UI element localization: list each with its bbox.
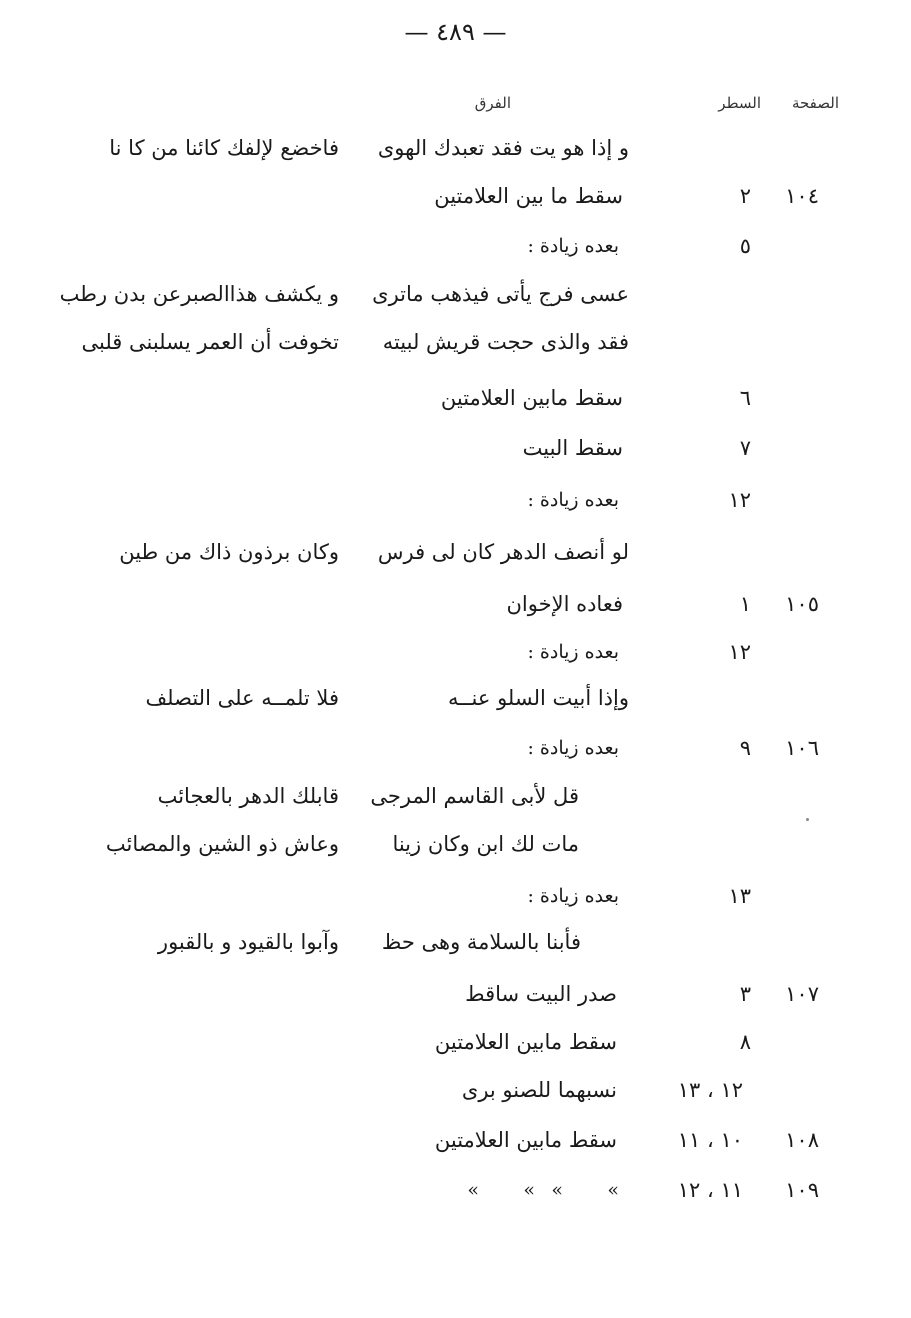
table-row bbox=[0, 378, 911, 418]
table-row bbox=[0, 632, 911, 672]
table-row bbox=[0, 776, 911, 816]
variant-note: نسبهما للصنو برى bbox=[461, 1078, 617, 1102]
table-row bbox=[0, 678, 911, 718]
verse-first-hemistich: فقد والذى حجت قريش لبيته bbox=[382, 330, 629, 354]
ditto-mark: » bbox=[523, 1179, 535, 1201]
line-ref: ١٢ bbox=[728, 640, 751, 664]
line-ref: ٩ bbox=[739, 736, 751, 760]
line-ref: ٦ bbox=[739, 386, 751, 410]
table-row bbox=[0, 128, 911, 168]
column-header-page: الصفحة bbox=[791, 94, 839, 112]
variant-note: سقط البيت bbox=[522, 436, 623, 460]
line-ref: ١٢ ، ١٣ bbox=[677, 1078, 743, 1102]
verse-second-hemistich: فاخضع لإلفك كائنا من كا نا bbox=[109, 136, 339, 160]
verse-first-hemistich: فأبنا بالسلامة وهى حظ bbox=[381, 930, 581, 954]
variant-note: بعده زيادة : bbox=[527, 641, 619, 663]
variant-note: بعده زيادة : bbox=[527, 489, 619, 511]
table-row bbox=[0, 480, 911, 520]
line-ref: ٧ bbox=[739, 436, 751, 460]
page-ref: ١٠٨ bbox=[785, 1128, 819, 1152]
line-ref: ١١ ، ١٢ bbox=[677, 1178, 743, 1202]
table-row bbox=[0, 824, 911, 864]
table-row bbox=[0, 226, 911, 266]
ditto-mark: » bbox=[467, 1179, 479, 1201]
page-ref: ١٠٧ bbox=[785, 982, 819, 1006]
verse-second-hemistich: وكان برذون ذاك من طين bbox=[119, 540, 339, 564]
line-ref: ٥ bbox=[739, 234, 751, 258]
verse-second-hemistich: فلا تلمــه على التصلف bbox=[145, 686, 339, 710]
table-row bbox=[0, 1022, 911, 1062]
page-number: — ٤٨٩ — bbox=[404, 18, 507, 46]
variant-note: بعده زيادة : bbox=[527, 235, 619, 257]
line-ref: ١٠ ، ١١ bbox=[677, 1128, 743, 1152]
table-row bbox=[0, 532, 911, 572]
variant-note: بعده زيادة : bbox=[527, 885, 619, 907]
verse-first-hemistich: مات لك ابن وكان زينا bbox=[392, 832, 579, 856]
verse-second-hemistich: وآبوا بالقيود و بالقبور bbox=[157, 930, 339, 954]
table-row bbox=[0, 584, 911, 624]
line-ref: ٨ bbox=[739, 1030, 751, 1054]
verse-first-hemistich: عسى فرج يأتى فيذهب ماترى bbox=[372, 282, 629, 306]
table-row bbox=[0, 274, 911, 314]
table-row bbox=[0, 322, 911, 362]
page-ref: ١٠٩ bbox=[785, 1178, 819, 1202]
line-ref: ٢ bbox=[739, 184, 751, 208]
verse-first-hemistich: وإذا أبيت السلو عنــه bbox=[447, 686, 629, 710]
table-row bbox=[0, 922, 911, 962]
verse-second-hemistich: قابلك الدهر بالعجائب bbox=[157, 784, 339, 808]
line-ref: ١ bbox=[739, 592, 751, 616]
variant-note: سقط مابين العلامتين bbox=[434, 1030, 617, 1054]
variant-note: بعده زيادة : bbox=[527, 737, 619, 759]
table-row bbox=[0, 1070, 911, 1110]
page-ref: ١٠٤ bbox=[785, 184, 819, 208]
table-row bbox=[0, 728, 911, 768]
ditto-mark: » bbox=[551, 1179, 563, 1201]
page-ref: ١٠٥ bbox=[785, 592, 819, 616]
column-header-variant: الفرق bbox=[474, 94, 511, 112]
ditto-marks bbox=[439, 1170, 619, 1210]
stray-dot bbox=[806, 818, 809, 821]
verse-first-hemistich: و إذا هو يت فقد تعبدك الهوى bbox=[377, 136, 629, 160]
table-row bbox=[0, 1120, 911, 1160]
table-row bbox=[0, 974, 911, 1014]
variant-note: سقط ما بين العلامتين bbox=[434, 184, 623, 208]
ditto-mark: » bbox=[607, 1179, 619, 1201]
line-ref: ١٢ bbox=[728, 488, 751, 512]
table-row bbox=[0, 876, 911, 916]
column-header-line: السطر bbox=[718, 94, 761, 112]
verse-second-hemistich: و يكشف هذاالصبرعن بدن رطب bbox=[59, 282, 339, 306]
table-row bbox=[0, 428, 911, 468]
table-row bbox=[0, 1170, 911, 1210]
page-ref: ١٠٦ bbox=[785, 736, 819, 760]
variant-note: فعاده الإخوان bbox=[506, 592, 623, 616]
verse-second-hemistich: وعاش ذو الشين والمصائب bbox=[105, 832, 339, 856]
line-ref: ٣ bbox=[739, 982, 751, 1006]
line-ref: ١٣ bbox=[728, 884, 751, 908]
verse-first-hemistich: قل لأبى القاسم المرجى bbox=[370, 784, 579, 808]
variant-note: سقط مابين العلامتين bbox=[440, 386, 623, 410]
verse-first-hemistich: لو أنصف الدهر كان لى فرس bbox=[377, 540, 629, 564]
variant-note: سقط مابين العلامتين bbox=[434, 1128, 617, 1152]
table-row bbox=[0, 176, 911, 216]
verse-second-hemistich: تخوفت أن العمر يسلبنى قلبى bbox=[81, 330, 339, 354]
variant-note: صدر البيت ساقط bbox=[465, 982, 617, 1006]
